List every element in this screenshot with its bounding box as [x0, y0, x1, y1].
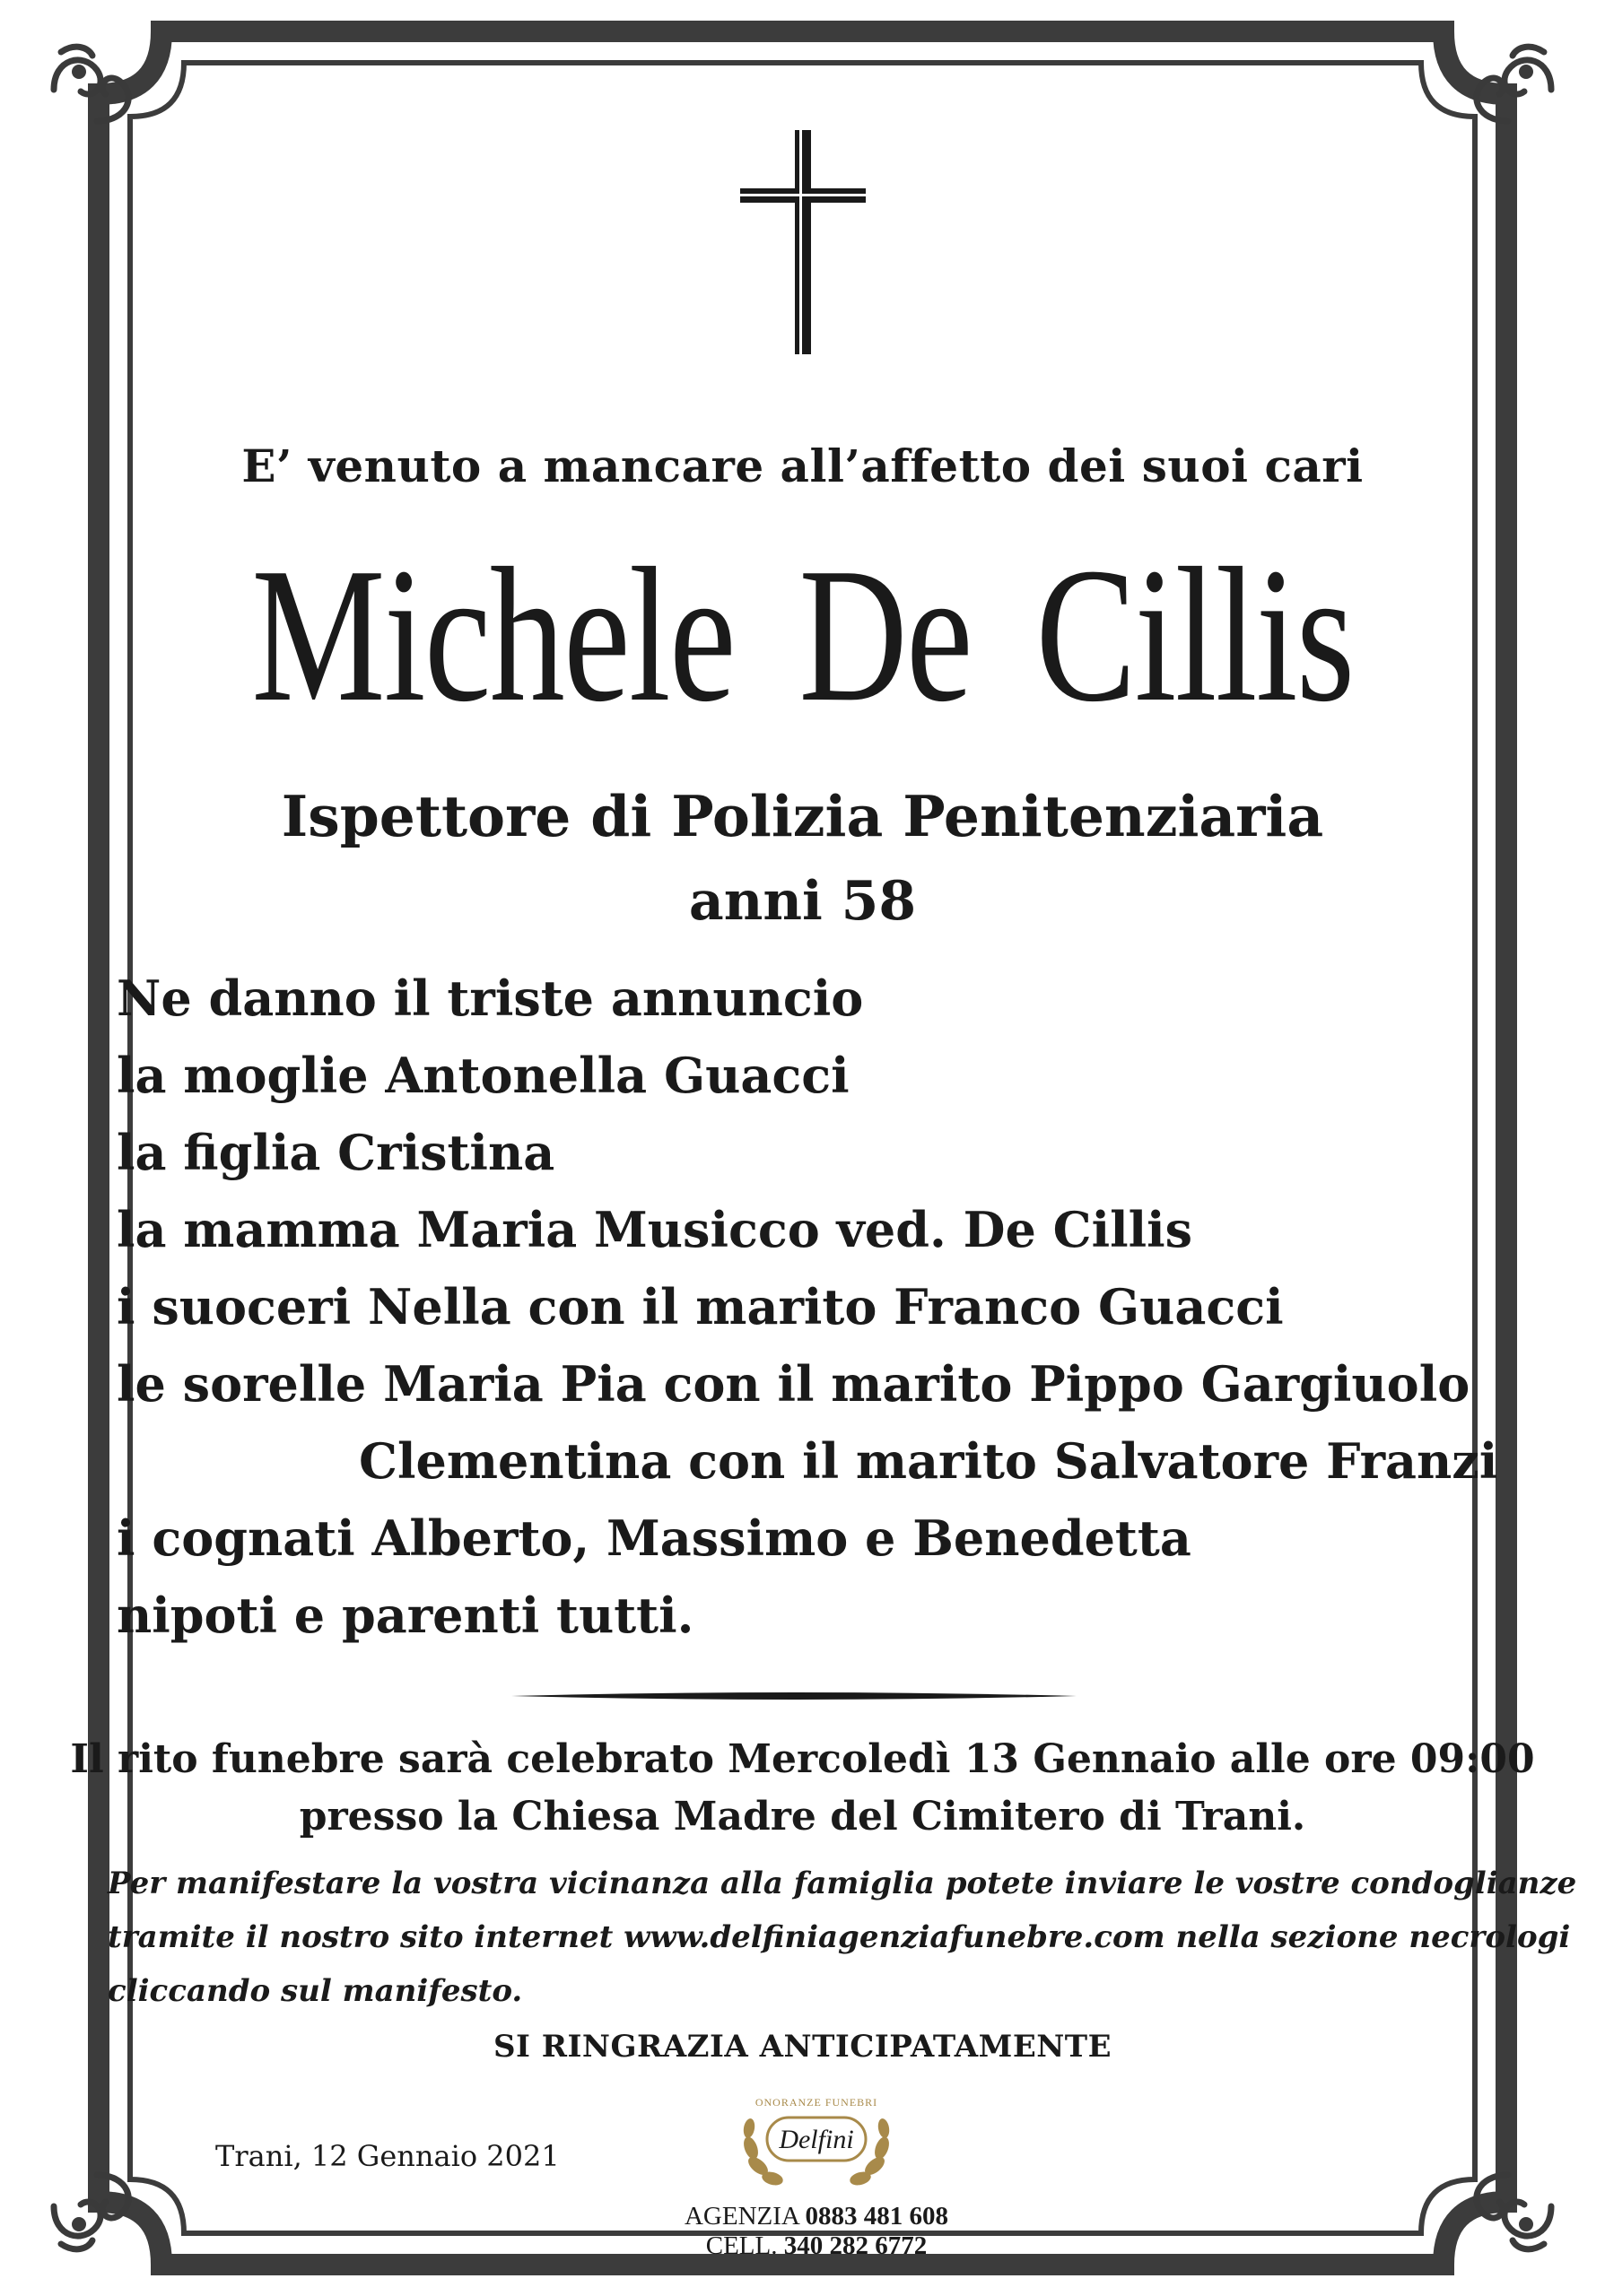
family-line: Ne danno il triste annuncio	[117, 970, 864, 1027]
note-line: Per manifestare la vostra vicinanza alla famiglia potete inviare le vostre condoglianze	[108, 1866, 1577, 1901]
logo-name-text: Delfini	[779, 2125, 854, 2154]
family-list	[117, 960, 1498, 1654]
corner-ornament-icon	[43, 2161, 151, 2260]
cross-icon	[736, 126, 870, 359]
family-line: la figlia Cristina	[117, 1124, 555, 1181]
family-line: la moglie Antonella Guacci	[117, 1047, 850, 1104]
divider	[511, 1691, 1077, 1701]
funeral-date-line: Il rito funebre sarà celebrato Mercoledì 13 Gennaio alle ore 09:00	[70, 1736, 1535, 1782]
corner-ornament-icon	[43, 36, 151, 135]
note-line: cliccando sul manifesto.	[108, 1973, 523, 2009]
corner-ornament-icon	[1454, 36, 1562, 135]
deceased-age: anni 58	[688, 870, 917, 933]
cell-phone: 340 282 6772	[783, 2231, 928, 2260]
family-line: i cognati Alberto, Massimo e Benedetta	[117, 1509, 1191, 1567]
family-line: i suoceri Nella con il marito Franco Guacci	[117, 1278, 1284, 1335]
agency-phone-line	[664, 2202, 969, 2231]
thanks-text: SI RINGRAZIA ANTICIPATAMENTE	[493, 2029, 1112, 2065]
condolence-note	[108, 1857, 1577, 2018]
cell-label: CELL.	[705, 2231, 778, 2260]
funeral-info	[0, 1731, 1605, 1846]
corner-ornament-icon	[1454, 2161, 1562, 2260]
agency-logo	[731, 2085, 902, 2193]
cell-phone-line	[664, 2231, 969, 2261]
notice-date: Trani, 12 Gennaio 2021	[215, 2139, 560, 2173]
family-line: le sorelle Maria Pia con il marito Pippo Gargiuolo	[117, 1355, 1470, 1413]
family-line: la mamma Maria Musicco ved. De Cillis	[117, 1201, 1193, 1258]
intro-text: E’ venuto a mancare all’affetto dei suoi cari	[241, 439, 1364, 492]
family-line: Clementina con il marito Salvatore Franzi	[359, 1432, 1498, 1490]
note-line: tramite il nostro sito internet www.delfiniagenziafunebre.com nella sezione necrologi	[108, 1919, 1571, 1955]
agency-contacts	[664, 2202, 969, 2261]
agency-label: AGENZIA	[684, 2202, 799, 2231]
funeral-place-line: presso la Chiesa Madre del Cimitero di Trani.	[299, 1794, 1306, 1839]
agency-phone: 0883 481 608	[805, 2202, 948, 2231]
deceased-name: Michele De Cillis	[251, 527, 1354, 742]
deceased-role: Ispettore di Polizia Penitenziaria	[281, 783, 1324, 849]
logo-top-text: ONORANZE FUNEBRI	[755, 2096, 878, 2109]
family-line: nipoti e parenti tutti.	[117, 1587, 694, 1644]
